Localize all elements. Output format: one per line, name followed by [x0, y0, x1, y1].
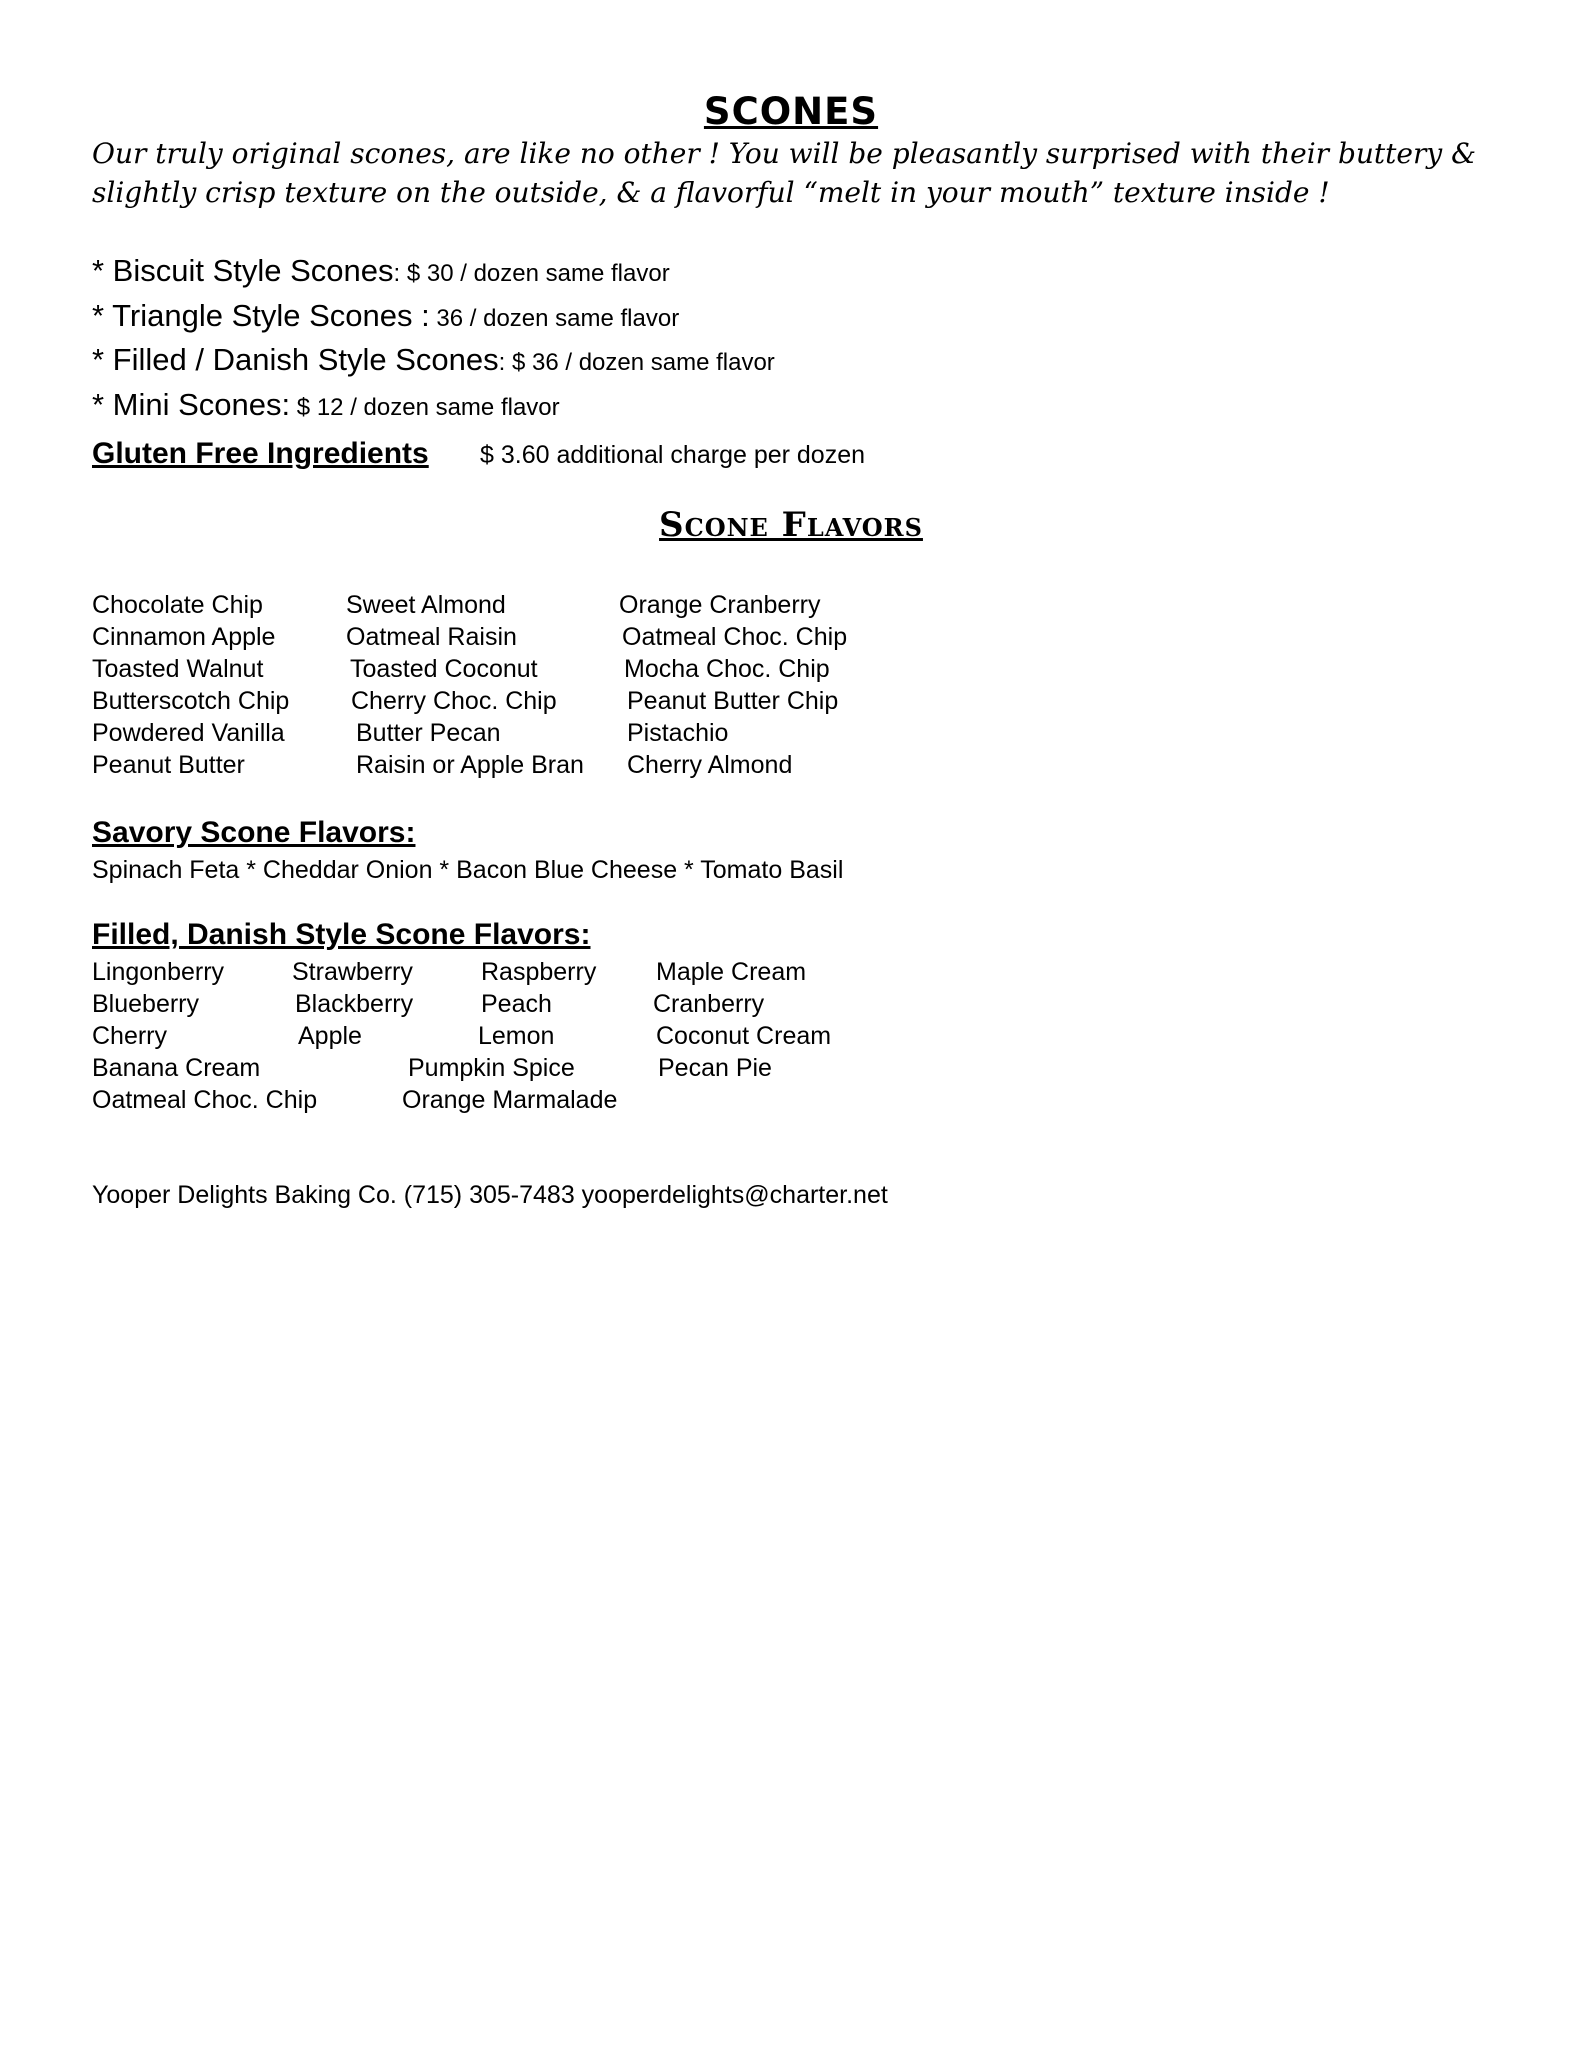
flavor-item: Orange Marmalade — [402, 1086, 618, 1114]
savory-items: Spinach Feta * Cheddar Onion * Bacon Blue Cheese * Tomato Basil — [92, 856, 844, 884]
gluten-free-label: Gluten Free Ingredients — [92, 437, 429, 470]
flavor-item: Oatmeal Choc. Chip — [622, 623, 848, 651]
price-label: * Mini Scones: — [92, 386, 291, 422]
price-line-filled — [92, 341, 775, 386]
flavor-item: Mocha Choc. Chip — [624, 655, 830, 683]
pricing-list — [92, 252, 775, 430]
price-label: * Biscuit Style Scones — [92, 253, 394, 288]
flavor-item: Orange Cranberry — [619, 591, 821, 619]
flavor-item: Raspberry — [481, 958, 597, 986]
flavor-item: Raisin or Apple Bran — [356, 751, 584, 779]
flavor-item: Peanut Butter Chip — [627, 687, 839, 715]
flavor-item: Peach — [481, 990, 552, 1018]
flavor-item: Oatmeal Choc. Chip — [92, 1086, 318, 1114]
flavor-item: Lingonberry — [92, 958, 225, 986]
flavor-item: Banana Cream — [92, 1054, 261, 1082]
flavor-item: Chocolate Chip — [92, 591, 263, 619]
flavor-item: Oatmeal Raisin — [346, 623, 517, 651]
flavor-item: Cherry — [92, 1022, 168, 1050]
flavor-item: Maple Cream — [656, 958, 807, 986]
flavor-item: Pecan Pie — [658, 1054, 772, 1082]
flavor-item: Peanut Butter — [92, 751, 245, 779]
flavor-item: Butterscotch Chip — [92, 687, 290, 715]
flavor-item: Toasted Walnut — [92, 655, 264, 683]
flavor-item: Strawberry — [292, 958, 413, 986]
flavor-item: Butter Pecan — [356, 719, 501, 747]
flavor-item: Blackberry — [295, 990, 414, 1018]
flavor-item: Cherry Choc. Chip — [351, 687, 557, 715]
price-line-mini — [92, 386, 775, 431]
price-value: : $ 36 / dozen same flavor — [498, 349, 775, 376]
flavor-item: Cinnamon Apple — [92, 623, 276, 651]
flavor-item: Toasted Coconut — [350, 655, 538, 683]
scone-flavors-title: Scone Flavors — [659, 505, 923, 545]
price-value: : $ 30 / dozen same flavor — [393, 260, 670, 287]
price-label: * Filled / Danish Style Scones — [92, 342, 499, 377]
price-label: * Triangle Style Scones : — [92, 297, 430, 333]
flavor-item: Blueberry — [92, 990, 199, 1018]
filled-title: Filled, Danish Style Scone Flavors: — [92, 918, 591, 951]
flavor-item: Pistachio — [627, 719, 729, 747]
price-value: $ 12 / dozen same flavor — [290, 393, 560, 421]
flavor-item: Apple — [298, 1022, 362, 1050]
flavor-item: Sweet Almond — [346, 591, 506, 619]
flavor-item: Cherry Almond — [627, 751, 793, 779]
flavor-item: Cranberry — [653, 990, 765, 1018]
gluten-free-value: $ 3.60 additional charge per dozen — [480, 441, 866, 469]
price-line-biscuit — [92, 252, 775, 297]
intro-text: Our truly original scones, are like no other ! You will be pleasantly surprised with their buttery & slightly crisp texture on the outside, & a flavorful “melt in your mouth” texture inside ! — [92, 137, 1477, 209]
page-title: SCONES — [703, 90, 879, 133]
price-value: 36 / dozen same flavor — [429, 304, 680, 332]
flavor-item: Lemon — [478, 1022, 555, 1050]
footer-contact: Yooper Delights Baking Co. (715) 305-7483 yooperdelights@charter.net — [92, 1181, 888, 1209]
flavor-item: Powdered Vanilla — [92, 719, 285, 747]
savory-title: Savory Scone Flavors: — [92, 816, 416, 849]
flavor-item: Coconut Cream — [656, 1022, 832, 1050]
price-line-triangle — [92, 297, 775, 342]
flavor-item: Pumpkin Spice — [408, 1054, 575, 1082]
